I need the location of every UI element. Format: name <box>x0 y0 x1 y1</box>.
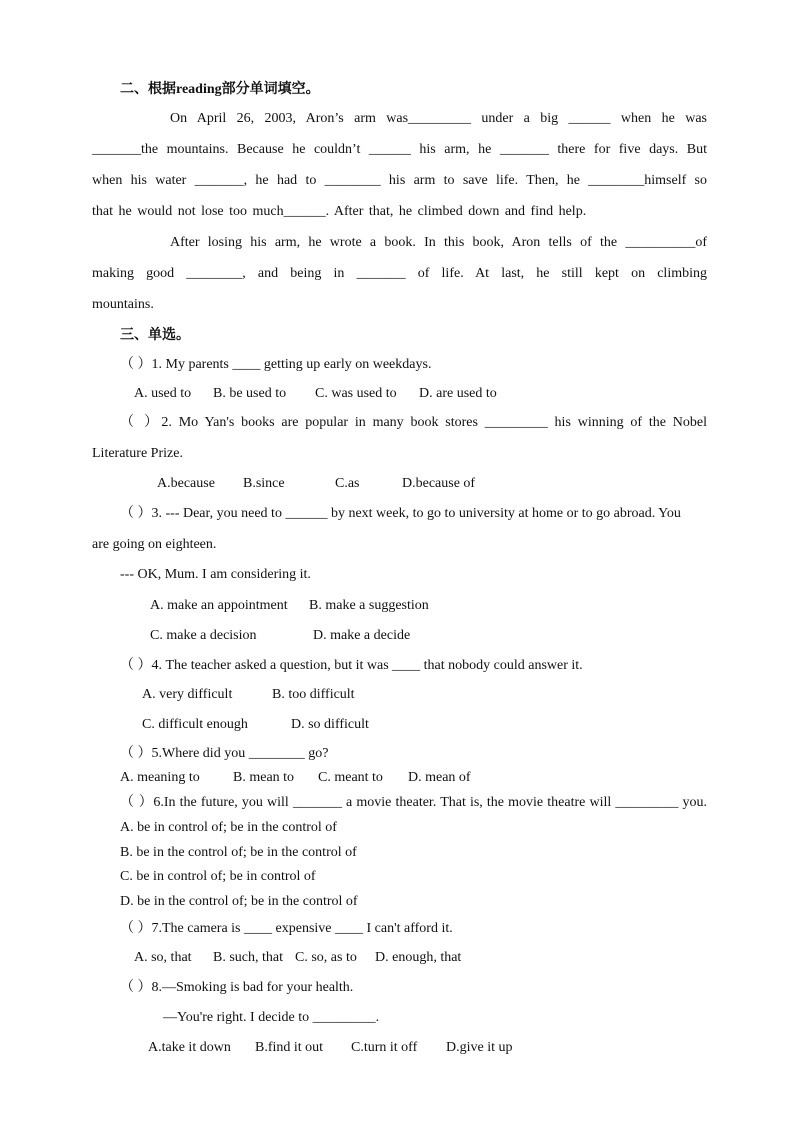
question-1-option-b: B. be used to <box>213 386 287 401</box>
question-3-stem-line1: （ ）3. --- Dear, you need to ______ by next week, to go to university at home or to go abroad. You <box>120 506 681 521</box>
paragraph2-line2: making good ________, and being in _______ of life. At last, he still kept on climbing <box>92 266 707 281</box>
question-7-option-b: B. such, that <box>213 950 283 965</box>
question-8-stem-line1: （ ）8.—Smoking is bad for your health. <box>120 980 354 995</box>
question-5-option-c: C. meant to <box>318 770 383 785</box>
question-2-stem-line1: （ ）2. Mo Yan's books are popular in many book stores _________ his winning of the Nobel <box>120 415 707 430</box>
question-4-option-b: B. too difficult <box>272 687 355 702</box>
question-8-stem-line2: —You're right. I decide to _________. <box>163 1010 380 1025</box>
question-5-option-b: B. mean to <box>233 770 295 785</box>
paragraph1-line3: when his water _______, he had to ________ his arm to save life. Then, he ________himself so <box>92 173 707 188</box>
question-3-option-b: B. make a suggestion <box>309 598 429 613</box>
question-3-option-d: D. make a decide <box>313 628 411 643</box>
question-2-stem-line2: Literature Prize. <box>92 446 183 461</box>
question-4-stem: （ ）4. The teacher asked a question, but it was ____ that nobody could answer it. <box>120 658 583 673</box>
question-8-option-b: B.find it out <box>255 1040 324 1055</box>
question-6-option-b: B. be in the control of; be in the control of <box>120 845 357 860</box>
question-3-option-c: C. make a decision <box>150 628 257 643</box>
section3-title: 三、单选。 <box>120 328 190 343</box>
question-5-option-d: D. mean of <box>408 770 471 785</box>
paragraph2-line3: mountains. <box>92 297 154 312</box>
question-1-option-a: A. used to <box>134 386 192 401</box>
question-7-option-a: A. so, that <box>134 950 192 965</box>
question-4-option-a: A. very difficult <box>142 687 233 702</box>
question-5-stem: （ ）5.Where did you ________ go? <box>120 746 329 761</box>
section2-title: 二、根据reading部分单词填空。 <box>120 82 320 97</box>
question-6-stem: （ ）6.In the future, you will _______ a movie theater. That is, the movie theatre will _________ you. <box>120 795 707 810</box>
paragraph1-line2: _______the mountains. Because he couldn’t ______ his arm, he _______ there for five days. But <box>92 142 707 157</box>
question-8-option-c: C.turn it off <box>351 1040 418 1055</box>
question-2-option-c: C.as <box>335 476 360 491</box>
question-2-option-b: B.since <box>243 476 285 491</box>
question-4-option-d: D. so difficult <box>291 717 369 732</box>
question-8-option-d: D.give it up <box>446 1040 513 1055</box>
question-4-option-c: C. difficult enough <box>142 717 248 732</box>
question-6-option-a: A. be in control of; be in the control of <box>120 820 337 835</box>
question-1-option-c: C. was used to <box>315 386 397 401</box>
question-7-stem: （ ）7.The camera is ____ expensive ____ I can't afford it. <box>120 921 453 936</box>
paragraph1-line1: On April 26, 2003, Aron’s arm was_________ under a big ______ when he was <box>170 111 707 126</box>
question-3-stem-line2: are going on eighteen. <box>92 537 217 552</box>
paragraph1-line4: that he would not lose too much______. After that, he climbed down and find help. <box>92 204 587 219</box>
question-3-dialogue-reply: --- OK, Mum. I am considering it. <box>120 567 311 582</box>
question-3-option-a: A. make an appointment <box>150 598 288 613</box>
question-1-option-d: D. are used to <box>419 386 497 401</box>
question-2-option-a: A.because <box>157 476 215 491</box>
question-7-option-d: D. enough, that <box>375 950 462 965</box>
question-2-option-d: D.because of <box>402 476 476 491</box>
question-5-option-a: A. meaning to <box>120 770 200 785</box>
question-6-option-c: C. be in control of; be in control of <box>120 869 316 884</box>
question-8-option-a: A.take it down <box>148 1040 231 1055</box>
paragraph2-line1: After losing his arm, he wrote a book. In this book, Aron tells of the __________of <box>170 235 707 250</box>
question-6-option-d: D. be in the control of; be in the control of <box>120 894 358 909</box>
question-7-option-c: C. so, as to <box>295 950 357 965</box>
question-1-stem: （ ）1. My parents ____ getting up early on weekdays. <box>120 357 432 372</box>
